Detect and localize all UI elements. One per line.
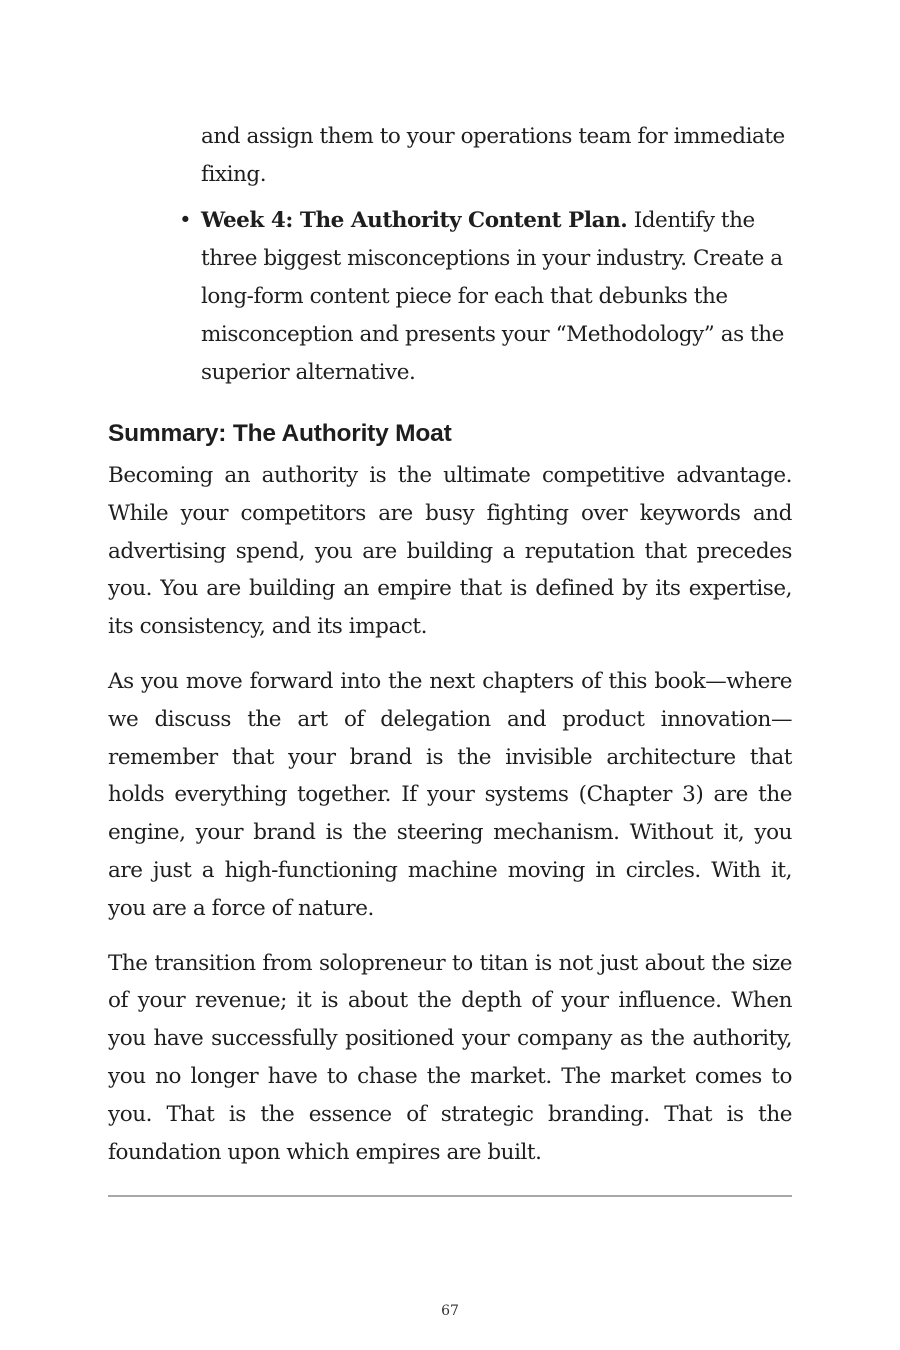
- paragraph-2: As you move forward into the next chapters of this book—where we discuss the art of delegation and product innovation—remember that your brand is the invisible architecture that holds everything together. If your systems (Chapter 3) are the engine, your brand is the steering mechanism. Without it, you are just a high-functioning machine moving in circles. With it, you are a force of nature.: [108, 668, 792, 921]
- bullet-item-week-4: [179, 202, 792, 392]
- bullet-dot-icon: •: [179, 208, 192, 233]
- bullet-lead: Week 4: The Authority Content Plan.: [201, 208, 628, 233]
- paragraph-3: The transition from solopreneur to titan is not just about the size of your revenue; it is about the depth of your influence. When you have successfully positioned your company as the authority, you no longer have to chase the market. The market comes to you. That is the essence of strategic branding. That is the foundation upon which empires are built.: [108, 950, 792, 1165]
- page-content: [108, 118, 792, 1188]
- paragraph-1: Becoming an authority is the ultimate competitive advantage. While your competitors are busy fighting over keywords and advertising spend, you are building a reputation that precedes you. You are building an empire that is defined by its expertise, its consistency, and its impact.: [108, 463, 792, 640]
- footer-divider: [108, 1195, 792, 1197]
- section-heading: Summary: The Authority Moat: [108, 420, 452, 447]
- page-number: 67: [441, 1303, 459, 1319]
- bullet-list: [108, 202, 792, 392]
- bullet-text: Identify the three biggest misconceptions in your industry. Create a long-form content piece for each that debunks the misconception and presents your “Methodology” as the superior alternative.: [201, 208, 784, 385]
- list-continuation-text: and assign them to your operations team for immediate fixing.: [201, 124, 785, 187]
